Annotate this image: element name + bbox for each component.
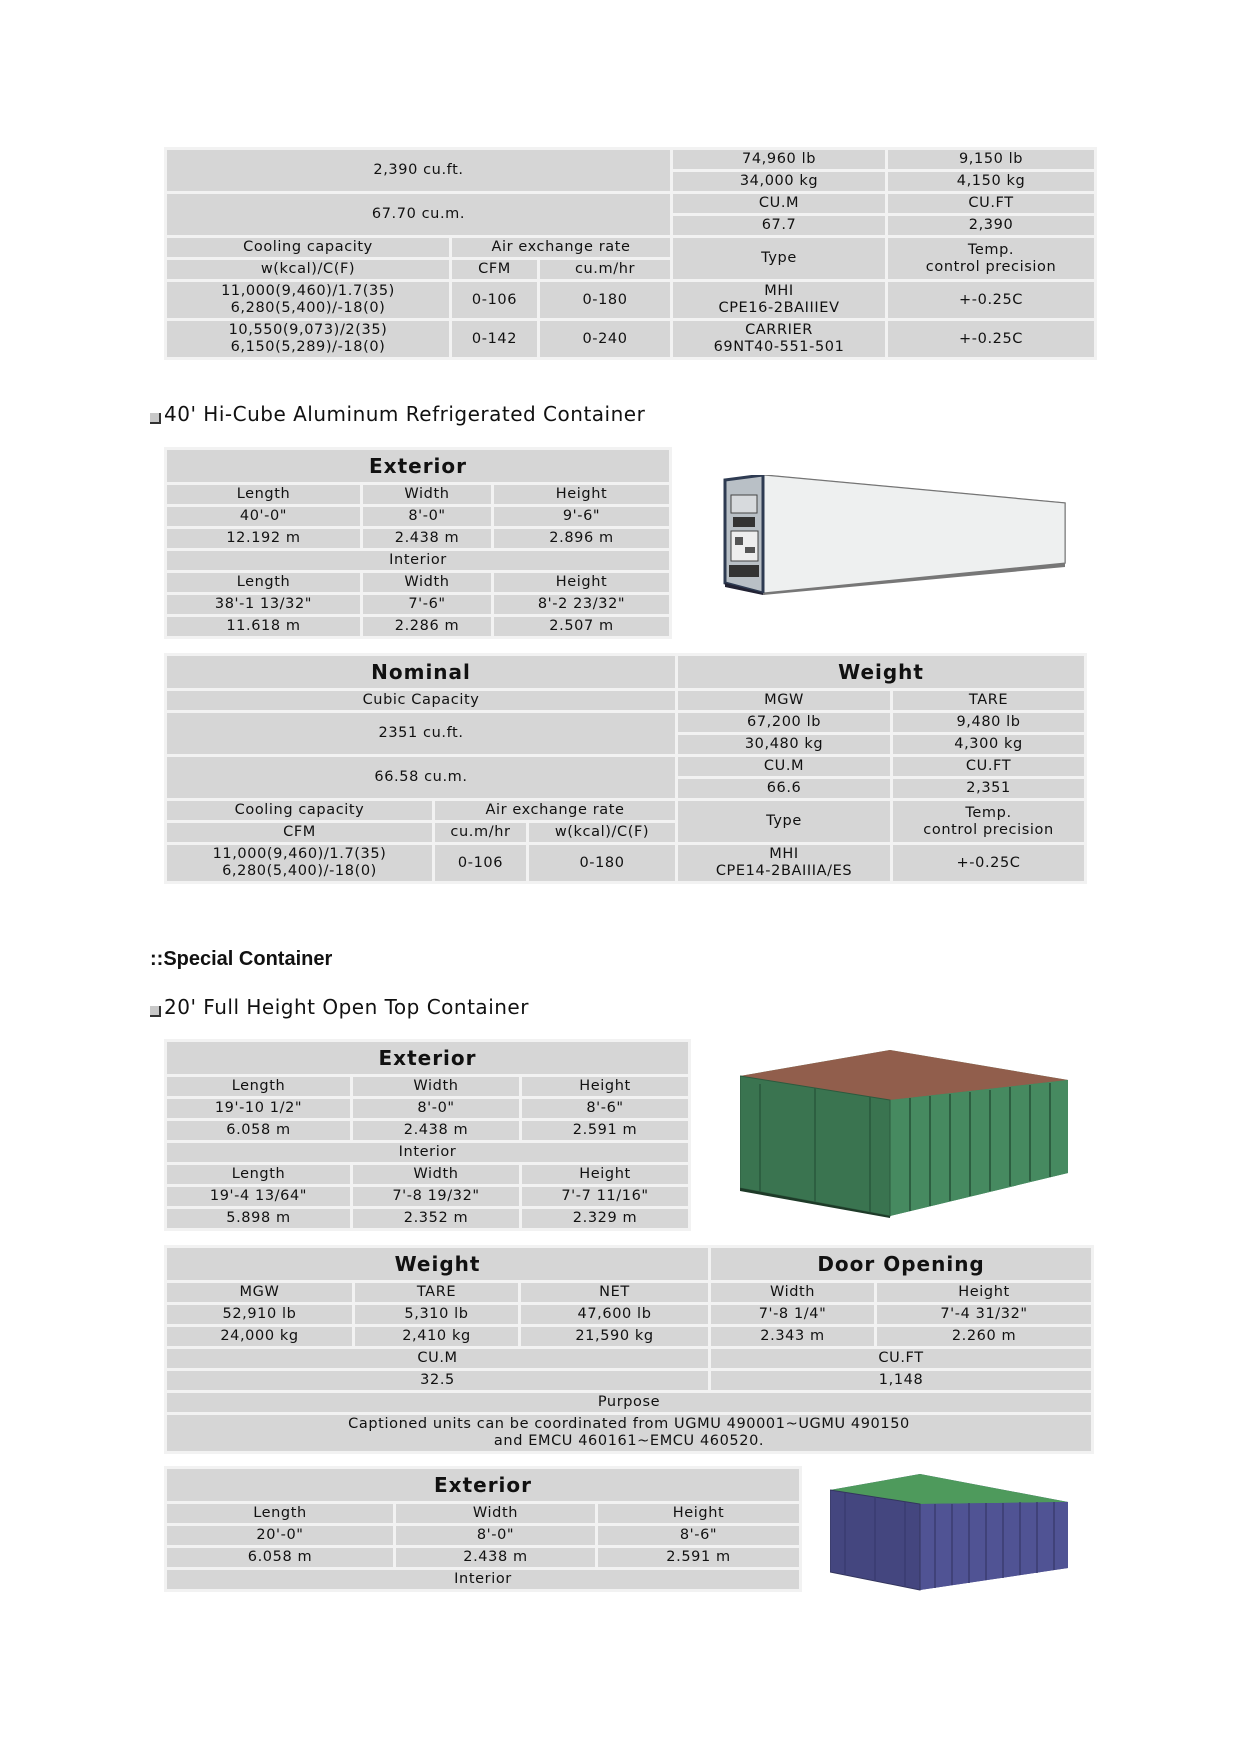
height-label: Height [494, 485, 669, 504]
temp-label: Temp. control precision [888, 238, 1094, 279]
ext-height-m: 2.896 m [494, 529, 669, 548]
type-value: MHI CPE16-2BAIIIEV [673, 282, 885, 318]
height-label: Height [522, 1077, 688, 1096]
cubic-capacity-label: Cubic Capacity [167, 691, 675, 710]
unit-cumhr: cu.m/hr [435, 823, 526, 842]
blue-open-top-container-image [830, 1472, 1070, 1592]
green-open-top-container-image [740, 1048, 1070, 1218]
tare-kg: 2,410 kg [355, 1327, 518, 1346]
tare-label: TARE [355, 1283, 518, 1302]
cu-m-value: 67.7 [673, 216, 885, 235]
ext-width-m: 2.438 m [353, 1121, 519, 1140]
cumhr-value: 0-180 [540, 282, 670, 318]
width-label: Width [353, 1165, 519, 1184]
ext-height-ft: 8'-6" [598, 1526, 799, 1545]
mgw-lb: 74,960 lb [673, 150, 885, 169]
weight-heading: Weight [678, 656, 1084, 688]
cubic-meters-value: 66.58 cu.m. [167, 757, 675, 798]
ext-height-ft: 8'-6" [522, 1099, 688, 1118]
cu-m-value: 32.5 [167, 1371, 708, 1390]
cubic-feet-value: 2,390 cu.ft. [167, 150, 670, 191]
bullet-icon [150, 1006, 161, 1017]
purpose-label: Purpose [167, 1393, 1091, 1412]
unit-cfm: CFM [167, 823, 432, 842]
net-kg: 21,590 kg [521, 1327, 708, 1346]
int-length-m: 11.618 m [167, 617, 360, 636]
mgw-label: MGW [678, 691, 890, 710]
int-width-m: 2.352 m [353, 1209, 519, 1228]
mgw-lb: 52,910 lb [167, 1305, 352, 1324]
ext-height-m: 2.591 m [522, 1121, 688, 1140]
mgw-kg: 34,000 kg [673, 172, 885, 191]
open-top-dimensions-table [164, 1039, 691, 1231]
height-label: Height [522, 1165, 688, 1184]
open-top-section-title [150, 995, 529, 1019]
open-top-weight-door-table [164, 1245, 1094, 1454]
int-height-ft: 7'-7 11/16" [522, 1187, 688, 1206]
ext-width-ft: 8'-0" [363, 507, 491, 526]
int-length-m: 5.898 m [167, 1209, 350, 1228]
mgw-label: MGW [167, 1283, 352, 1302]
tare-lb: 9,480 lb [893, 713, 1084, 732]
cubic-meters-value: 67.70 cu.m. [167, 194, 670, 235]
unit-wkcal: w(kcal)/C(F) [529, 823, 675, 842]
mgw-kg: 24,000 kg [167, 1327, 352, 1346]
unit-wkcal: w(kcal)/C(F) [167, 260, 449, 279]
hicube-nominal-weight-table [164, 653, 1087, 884]
ext-width-m: 2.438 m [396, 1548, 595, 1567]
length-label: Length [167, 1165, 350, 1184]
mgw-lb: 67,200 lb [678, 713, 890, 732]
cu-m-label: CU.M [167, 1349, 708, 1368]
width-label: Width [396, 1504, 595, 1523]
cfm-value: 0-142 [452, 321, 537, 357]
cu-m-label: CU.M [673, 194, 885, 213]
refrigerated-spec-table-top [164, 147, 1097, 360]
cu-m-value: 66.6 [678, 779, 890, 798]
unit-cfm: CFM [452, 260, 537, 279]
tare-lb: 5,310 lb [355, 1305, 518, 1324]
interior-heading: Interior [167, 551, 669, 570]
tare-kg: 4,300 kg [893, 735, 1084, 754]
ext-height-m: 2.591 m [598, 1548, 799, 1567]
ext-width-ft: 8'-0" [396, 1526, 595, 1545]
height-label: Height [494, 573, 669, 592]
ext-length-m: 12.192 m [167, 529, 360, 548]
last-container-dimensions-table [164, 1466, 802, 1592]
air-exchange-label: Air exchange rate [435, 801, 675, 820]
cu-ft-label: CU.FT [893, 757, 1084, 776]
length-label: Length [167, 1077, 350, 1096]
ext-length-ft: 19'-10 1/2" [167, 1099, 350, 1118]
mgw-kg: 30,480 kg [678, 735, 890, 754]
temp-value: +-0.25C [888, 321, 1094, 357]
cooling-value: 11,000(9,460)/1.7(35) 6,280(5,400)/-18(0) [167, 845, 432, 881]
length-label: Length [167, 485, 360, 504]
hicube-section-title [150, 402, 645, 426]
air-value-1: 0-106 [435, 845, 526, 881]
open-top-title-text: 20' Full Height Open Top Container [164, 995, 529, 1019]
ext-length-m: 6.058 m [167, 1548, 393, 1567]
exterior-heading: Exterior [167, 450, 669, 482]
length-label: Length [167, 573, 360, 592]
ext-length-m: 6.058 m [167, 1121, 350, 1140]
ext-height-ft: 9'-6" [494, 507, 669, 526]
door-width-ft: 7'-8 1/4" [711, 1305, 874, 1324]
cfm-value: 0-106 [452, 282, 537, 318]
temp-label: Temp. control precision [893, 801, 1084, 842]
cooling-value: 10,550(9,073)/2(35) 6,150(5,289)/-18(0) [167, 321, 449, 357]
hicube-title-text: 40' Hi-Cube Aluminum Refrigerated Container [164, 402, 646, 426]
cooling-value: 11,000(9,460)/1.7(35) 6,280(5,400)/-18(0) [167, 282, 449, 318]
ext-length-ft: 40'-0" [167, 507, 360, 526]
cu-ft-label: CU.FT [888, 194, 1094, 213]
ext-width-m: 2.438 m [363, 529, 491, 548]
cu-ft-label: CU.FT [711, 1349, 1091, 1368]
nominal-heading: Nominal [167, 656, 675, 688]
int-width-m: 2.286 m [363, 617, 491, 636]
ext-width-ft: 8'-0" [353, 1099, 519, 1118]
int-height-ft: 8'-2 23/32" [494, 595, 669, 614]
ext-length-ft: 20'-0" [167, 1526, 393, 1545]
door-width-label: Width [711, 1283, 874, 1302]
type-label: Type [678, 801, 890, 842]
unit-cumhr: cu.m/hr [540, 260, 670, 279]
exterior-heading: Exterior [167, 1042, 688, 1074]
reefer-container-image [715, 475, 1070, 595]
width-label: Width [363, 485, 491, 504]
interior-heading: Interior [167, 1143, 688, 1162]
int-height-m: 2.329 m [522, 1209, 688, 1228]
air-value-2: 0-180 [529, 845, 675, 881]
net-label: NET [521, 1283, 708, 1302]
special-container-heading: ::Special Container [150, 948, 333, 970]
type-value: MHI CPE14-2BAIIIA/ES [678, 845, 890, 881]
cooling-capacity-label: Cooling capacity [167, 238, 449, 257]
type-label: Type [673, 238, 885, 279]
int-width-ft: 7'-8 19/32" [353, 1187, 519, 1206]
tare-kg: 4,150 kg [888, 172, 1094, 191]
net-lb: 47,600 lb [521, 1305, 708, 1324]
int-width-ft: 7'-6" [363, 595, 491, 614]
tare-label: TARE [893, 691, 1084, 710]
purpose-text: Captioned units can be coordinated from UGMU 490001~UGMU 490150 and EMCU 460161~EMCU 460520. [167, 1415, 1091, 1451]
int-height-m: 2.507 m [494, 617, 669, 636]
temp-value: +-0.25C [893, 845, 1084, 881]
weight-heading: Weight [167, 1248, 708, 1280]
door-height-m: 2.260 m [877, 1327, 1091, 1346]
hicube-dimensions-table [164, 447, 672, 639]
cu-ft-value: 2,351 [893, 779, 1084, 798]
width-label: Width [363, 573, 491, 592]
width-label: Width [353, 1077, 519, 1096]
cooling-capacity-label: Cooling capacity [167, 801, 432, 820]
int-length-ft: 38'-1 13/32" [167, 595, 360, 614]
door-height-label: Height [877, 1283, 1091, 1302]
type-value: CARRIER 69NT40-551-501 [673, 321, 885, 357]
bullet-icon [150, 413, 161, 424]
cumhr-value: 0-240 [540, 321, 670, 357]
door-height-ft: 7'-4 31/32" [877, 1305, 1091, 1324]
cubic-feet-value: 2351 cu.ft. [167, 713, 675, 754]
temp-value: +-0.25C [888, 282, 1094, 318]
height-label: Height [598, 1504, 799, 1523]
tare-lb: 9,150 lb [888, 150, 1094, 169]
cu-m-label: CU.M [678, 757, 890, 776]
cu-ft-value: 1,148 [711, 1371, 1091, 1390]
int-length-ft: 19'-4 13/64" [167, 1187, 350, 1206]
interior-heading: Interior [167, 1570, 799, 1589]
length-label: Length [167, 1504, 393, 1523]
cu-ft-value: 2,390 [888, 216, 1094, 235]
exterior-heading: Exterior [167, 1469, 799, 1501]
air-exchange-label: Air exchange rate [452, 238, 670, 257]
door-width-m: 2.343 m [711, 1327, 874, 1346]
door-opening-heading: Door Opening [711, 1248, 1091, 1280]
